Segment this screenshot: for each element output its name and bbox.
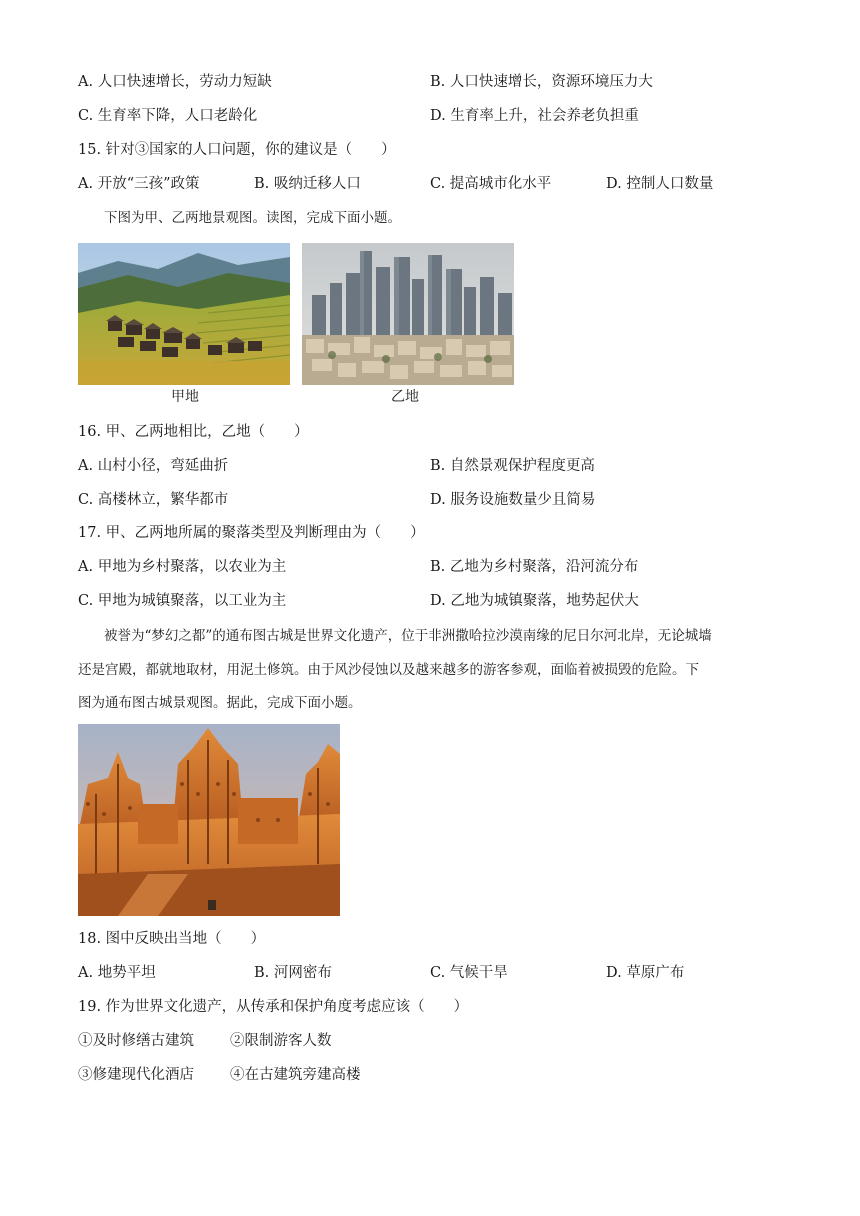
yi-caption: 乙地 xyxy=(391,389,419,405)
q19-statement-2: ②限制游客人数 xyxy=(230,1033,332,1049)
jia-landscape-photo xyxy=(78,243,290,385)
q16-option-a: A. 山村小径，弯延曲折 xyxy=(78,458,229,474)
q14-option-d: D. 生育率上升，社会养老负担重 xyxy=(430,108,639,124)
intro-16-17: 下图为甲、乙两地景观图。读图，完成下面小题。 xyxy=(104,210,401,226)
q16-option-c: C. 高楼林立，繁华都市 xyxy=(78,492,229,508)
q16-stem: 16. 甲、乙两地相比，乙地（ ） xyxy=(78,424,309,440)
q18-option-b: B. 河网密布 xyxy=(254,965,332,981)
intro-18-19-line2: 还是宫殿，都就地取材，用泥土修筑。由于风沙侵蚀以及越来越多的游客参观，面临着被损毁的危险。下 xyxy=(78,662,699,678)
q19-statement-4: ④在古建筑旁建高楼 xyxy=(230,1067,361,1083)
q15-stem: 15. 针对③国家的人口问题，你的建议是（ ） xyxy=(78,142,396,158)
q15-option-a: A. 开放“三孩”政策 xyxy=(78,176,200,192)
q17-stem: 17. 甲、乙两地所属的聚落类型及判断理由为（ ） xyxy=(78,525,425,541)
q18-option-d: D. 草原广布 xyxy=(606,965,685,981)
q19-stem: 19. 作为世界文化遗产，从传承和保护角度考虑应该（ ） xyxy=(78,999,469,1015)
q18-stem: 18. 图中反映出当地（ ） xyxy=(78,931,266,947)
q17-option-d: D. 乙地为城镇聚落，地势起伏大 xyxy=(430,593,639,609)
yi-landscape-photo xyxy=(302,243,514,385)
q17-option-c: C. 甲地为城镇聚落，以工业为主 xyxy=(78,593,287,609)
q14-option-c: C. 生育率下降，人口老龄化 xyxy=(78,108,258,124)
q15-option-c: C. 提高城市化水平 xyxy=(430,176,552,192)
q14-option-a: A. 人口快速增长，劳动力短缺 xyxy=(78,74,272,90)
q19-statement-3: ③修建现代化酒店 xyxy=(78,1067,194,1083)
q18-option-c: C. 气候干旱 xyxy=(430,965,508,981)
intro-18-19-line3: 图为通布图古城景观图。据此，完成下面小题。 xyxy=(78,695,362,711)
q15-option-d: D. 控制人口数量 xyxy=(606,176,714,192)
intro-18-19-line1: 被誉为“梦幻之都”的通布图古城是世界文化遗产，位于非洲撒哈拉沙漠南缘的尼日尔河北岸，无论城墙 xyxy=(104,628,712,644)
q15-option-b: B. 吸纳迁移人口 xyxy=(254,176,361,192)
q19-statement-1: ①及时修缮古建筑 xyxy=(78,1033,194,1049)
jia-caption: 甲地 xyxy=(171,389,199,405)
q16-option-b: B. 自然景观保护程度更高 xyxy=(430,458,595,474)
q16-option-d: D. 服务设施数量少且简易 xyxy=(430,492,596,508)
q17-option-a: A. 甲地为乡村聚落，以农业为主 xyxy=(78,559,287,575)
q18-option-a: A. 地势平坦 xyxy=(78,965,156,981)
q14-option-b: B. 人口快速增长，资源环境压力大 xyxy=(430,74,653,90)
q17-option-b: B. 乙地为乡村聚落，沿河流分布 xyxy=(430,559,639,575)
timbuktu-ancient-city-photo xyxy=(78,724,340,916)
